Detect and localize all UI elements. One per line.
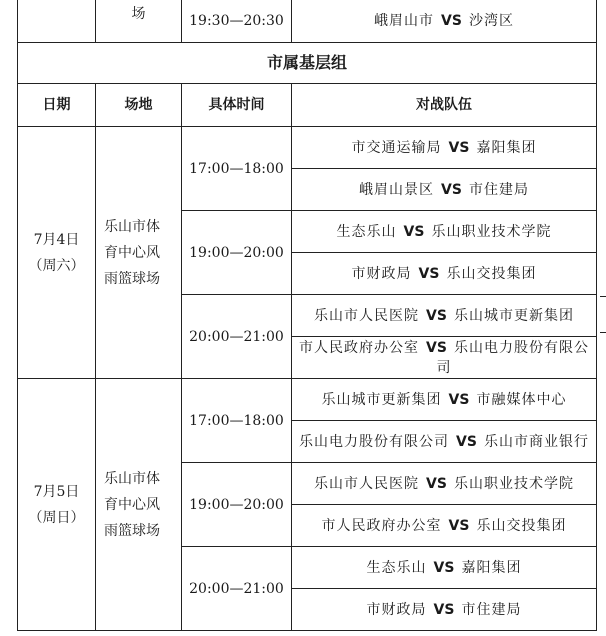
team-a: 市财政局 (366, 601, 427, 618)
team-b: 乐山职业技术学院 (453, 475, 574, 492)
team-a: 乐山电力股份有限公司 (299, 433, 450, 450)
time-slot: 19:00—20:00 (182, 211, 292, 295)
schedule-sheet (17, 0, 596, 636)
match-cell (292, 253, 597, 295)
venue-cell (96, 379, 182, 631)
team-b: 乐山电力股份有限公司 (436, 339, 589, 376)
header-row (18, 84, 597, 127)
time-slot: 20:00—21:00 (182, 295, 292, 379)
venue-line: 乐山市体 (104, 470, 160, 487)
vs-label: VS (448, 139, 470, 156)
continued-venue-cell (96, 0, 182, 43)
venue-tail: 场 (131, 6, 146, 22)
match-cell (292, 295, 597, 337)
match-row (18, 379, 597, 421)
team-a: 市财政局 (351, 265, 412, 282)
match-cell (292, 337, 597, 379)
team-b: 嘉阳集团 (476, 139, 537, 156)
vs-label: VS (418, 265, 440, 282)
vs-label: VS (441, 13, 462, 29)
date-cell (18, 127, 96, 379)
match-row (18, 127, 597, 169)
team-a: 乐山市人民医院 (314, 307, 420, 324)
vs-label: VS (456, 433, 477, 450)
match-cell (292, 463, 597, 505)
time-slot: 17:00—18:00 (182, 379, 292, 463)
venue-cell (96, 127, 182, 379)
venue-line: 雨篮球场 (104, 270, 160, 287)
continued-date-cell (18, 0, 96, 43)
team-a: 市人民政府办公室 (321, 517, 442, 534)
team-b: 乐山城市更新集团 (453, 307, 574, 324)
venue-line: 育中心风 (104, 244, 160, 261)
match-cell (292, 421, 597, 463)
match-cell (292, 547, 597, 589)
vs-label: VS (403, 223, 425, 240)
team-a: 乐山市人民医院 (314, 475, 420, 492)
vs-label: VS (426, 307, 447, 324)
time-slot: 17:00—18:00 (182, 127, 292, 211)
venue-line: 育中心风 (104, 496, 160, 513)
team-a: 市交通运输局 (351, 139, 442, 156)
time-slot: 20:00—21:00 (182, 547, 292, 631)
date-label: 7月4日 (33, 231, 80, 248)
vs-label: VS (433, 601, 455, 618)
team-b: 市住建局 (468, 181, 529, 198)
team-b: 嘉阳集团 (461, 559, 522, 576)
section-title-row (18, 43, 597, 84)
section-title: 市属基层组 (18, 43, 597, 84)
weekday-label: （周日） (28, 509, 85, 526)
team-b: 乐山交投集团 (446, 265, 537, 282)
continued-match (292, 0, 597, 43)
time-slot: 19:00—20:00 (182, 463, 292, 547)
match-cell (292, 379, 597, 421)
header-time: 具体时间 (182, 84, 292, 127)
team-b: 乐山交投集团 (476, 517, 567, 534)
match-cell (292, 211, 597, 253)
team-a: 峨眉山景区 (359, 181, 435, 198)
team-a: 生态乐山 (366, 559, 427, 576)
continued-time: 19:30—20:30 (182, 0, 292, 43)
margin-tick (600, 296, 606, 297)
team-b: 市住建局 (461, 601, 522, 618)
team-b: 乐山职业技术学院 (431, 223, 552, 240)
match-cell (292, 589, 597, 631)
vs-label: VS (433, 559, 455, 576)
team-b: 沙湾区 (468, 13, 514, 29)
header-venue: 场地 (96, 84, 182, 127)
vs-label: VS (448, 517, 470, 534)
team-b: 市融媒体中心 (476, 391, 567, 408)
match-cell (292, 169, 597, 211)
venue-line: 乐山市体 (104, 218, 160, 235)
team-b: 乐山市商业银行 (483, 433, 589, 450)
vs-label: VS (426, 475, 447, 492)
schedule-table (17, 0, 597, 631)
date-cell (18, 379, 96, 631)
team-a: 市人民政府办公室 (299, 339, 420, 356)
match-cell (292, 127, 597, 169)
team-a: 生态乐山 (336, 223, 397, 240)
weekday-label: （周六） (28, 257, 85, 274)
margin-tick (600, 332, 606, 333)
team-a: 乐山城市更新集团 (321, 391, 442, 408)
match-cell (292, 505, 597, 547)
vs-label: VS (448, 391, 470, 408)
header-date: 日期 (18, 84, 96, 127)
continued-row (18, 0, 597, 43)
header-match: 对战队伍 (292, 84, 597, 127)
vs-label: VS (441, 181, 462, 198)
date-label: 7月5日 (33, 483, 80, 500)
vs-label: VS (426, 339, 447, 356)
team-a: 峨眉山市 (374, 13, 435, 29)
venue-line: 雨篮球场 (104, 522, 160, 539)
